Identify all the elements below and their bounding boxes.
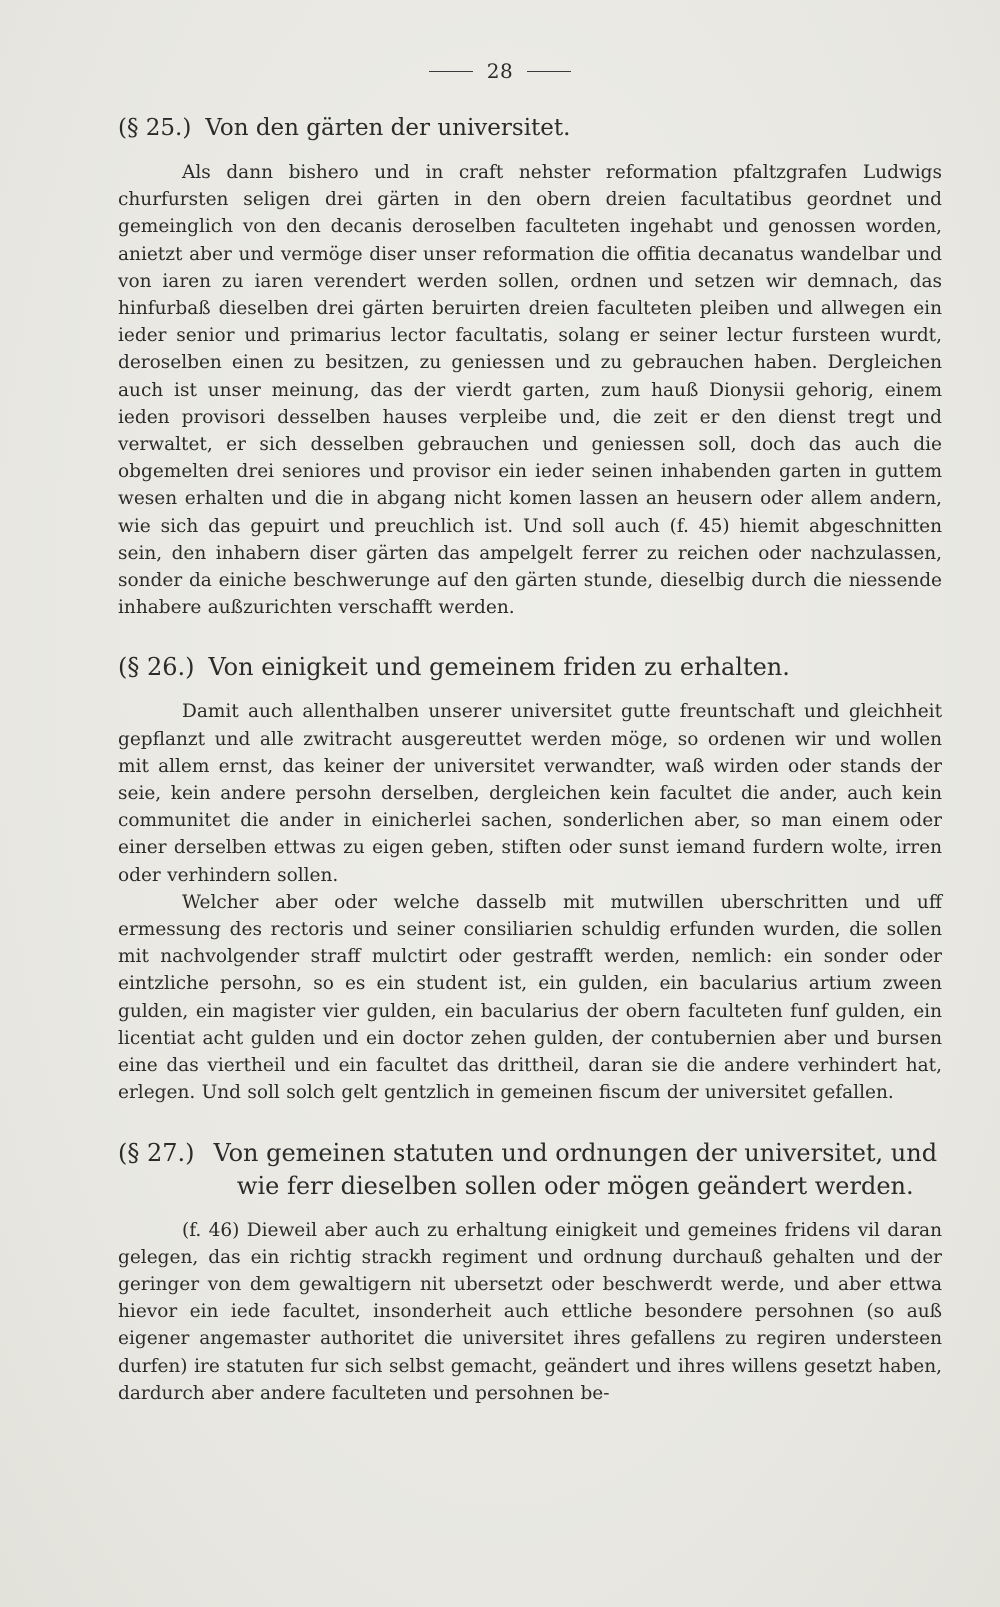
section-title: Von den gärten der universitet. — [205, 115, 571, 141]
section-27-heading — [118, 1137, 942, 1203]
section-number: (§ 27.) — [118, 1138, 195, 1167]
section-26-paragraph-2: Welcher aber oder welche dasselb mit mutwillen uberschritten und uff ermessung des rectoris und seiner consiliarien schuldig erfunden wurden, die sollen mit nachvolgender straff mulctirt oder gestrafft werden, nemlich: ein sonder oder eintzliche persohn, so es ein student ist, ein gulden, ein bacularius artium zween gulden, ein magister vier gulden, ein bacularius der obern faculteten funf gulden, ein licentiat acht gulden und ein doctor zehen gulden, der contubernien aber und bursen eine das viertheil und ein facultet das drittheil, daran sie die andere verhindert hat, erlegen. Und soll solch gelt gentzlich in gemeinen fiscum der universitet gefallen. — [118, 891, 942, 1104]
page-body — [118, 112, 942, 1407]
section-27-paragraph-1: (f. 46) Dieweil aber auch zu erhaltung einigkeit und gemeines fridens vil daran gelegen, das ein richtig strackh regiment und ordnung durchauß gehalten und der geringer von dem gewaltigern nit ubersetzt oder beschwerdt werde, und aber ettwa hievor ein iede facultet, insonderheit auch ettliche besondere persohnen (so auß eigener angemaster authoritet die universitet ihres gefallens zu regiren understeen durfen) ire statuten fur sich selbst gemacht, geändert und ihres willens gesetzt haben, dardurch aber andere faculteten und persohnen be- — [118, 1219, 942, 1404]
header-rule-left — [429, 71, 473, 72]
section-26-paragraph-1: Damit auch allenthalben unserer universitet gutte freuntschaft und gleichheit gepflanzt und alle zwitracht ausgereuttet werden möge, so ordenen wir und wollen mit allem ernst, das keiner der universitet verwandter, waß wirden oder stands der seie, kein andere persohn derselben, dergleichen kein facultet die ander, auch kein communitet die ander in einicherlei sachen, sonderlichen aber, so man einem oder einer derselben ettwas zu eigen geben, stiften oder sunst iemand furdern wolte, irren oder verhindern sollen. — [118, 701, 942, 886]
section-26-heading — [118, 651, 942, 684]
page-number: 28 — [486, 59, 514, 83]
section-25-heading — [118, 112, 942, 145]
section-number: (§ 25.) — [118, 115, 192, 141]
section-title: Von gemeinen statuten und ordnungen der universitet, und wie ferr dieselben sollen oder mögen geändert werden. — [213, 1138, 938, 1200]
running-header — [0, 56, 1000, 86]
section-25-paragraph-1: Als dann bishero und in craft nehster reformation pfaltzgrafen Ludwigs churfursten seligen drei gärten in den obern dreien facultatibus geordnet und gemeinglich von den decanis deroselben faculteten ingehabt und genossen worden, anietzt aber und vermöge diser unser reformation die offitia decanatus wandelbar und von iaren zu iaren verendert werden sollen, ordnen und setzen wir demnach, das hinfurbaß dieselben drei gärten beruirten dreien faculteten pleiben und allwegen ein ieder senior und primarius lector facultatis, solang er seiner lectur fursteen wurdt, deroselben einen zu besitzen, zu geniessen und zu gebrauchen haben. Dergleichen auch ist unser meinung, das der vierdt garten, zum hauß Dionysii gehorig, einem ieden provisori desselben hauses verpleibe und, die zeit er den dienst tregt und verwaltet, er sich desselben gebrauchen und geniessen soll, doch das auch die obgemelten drei seniores und provisor ein ieder seinen inhabenden garten in guttem wesen erhalten und die in abgang nicht komen lassen an heusern oder allem andern, wie sich das gepuirt und preuchlich ist. Und soll auch (f. 45) hiemit abgeschnitten sein, den inhabern diser gärten das ampelgelt ferrer zu reichen oder nachzulassen, sonder da einiche beschwerunge auf den gärten stunde, dieselbig durch die niessende inhabere außzurichten verschafft werden. — [118, 162, 942, 619]
section-number: (§ 26.) — [118, 653, 195, 682]
header-rule-right — [527, 71, 571, 72]
section-title: Von einigkeit und gemeinem friden zu erhalten. — [208, 653, 790, 682]
